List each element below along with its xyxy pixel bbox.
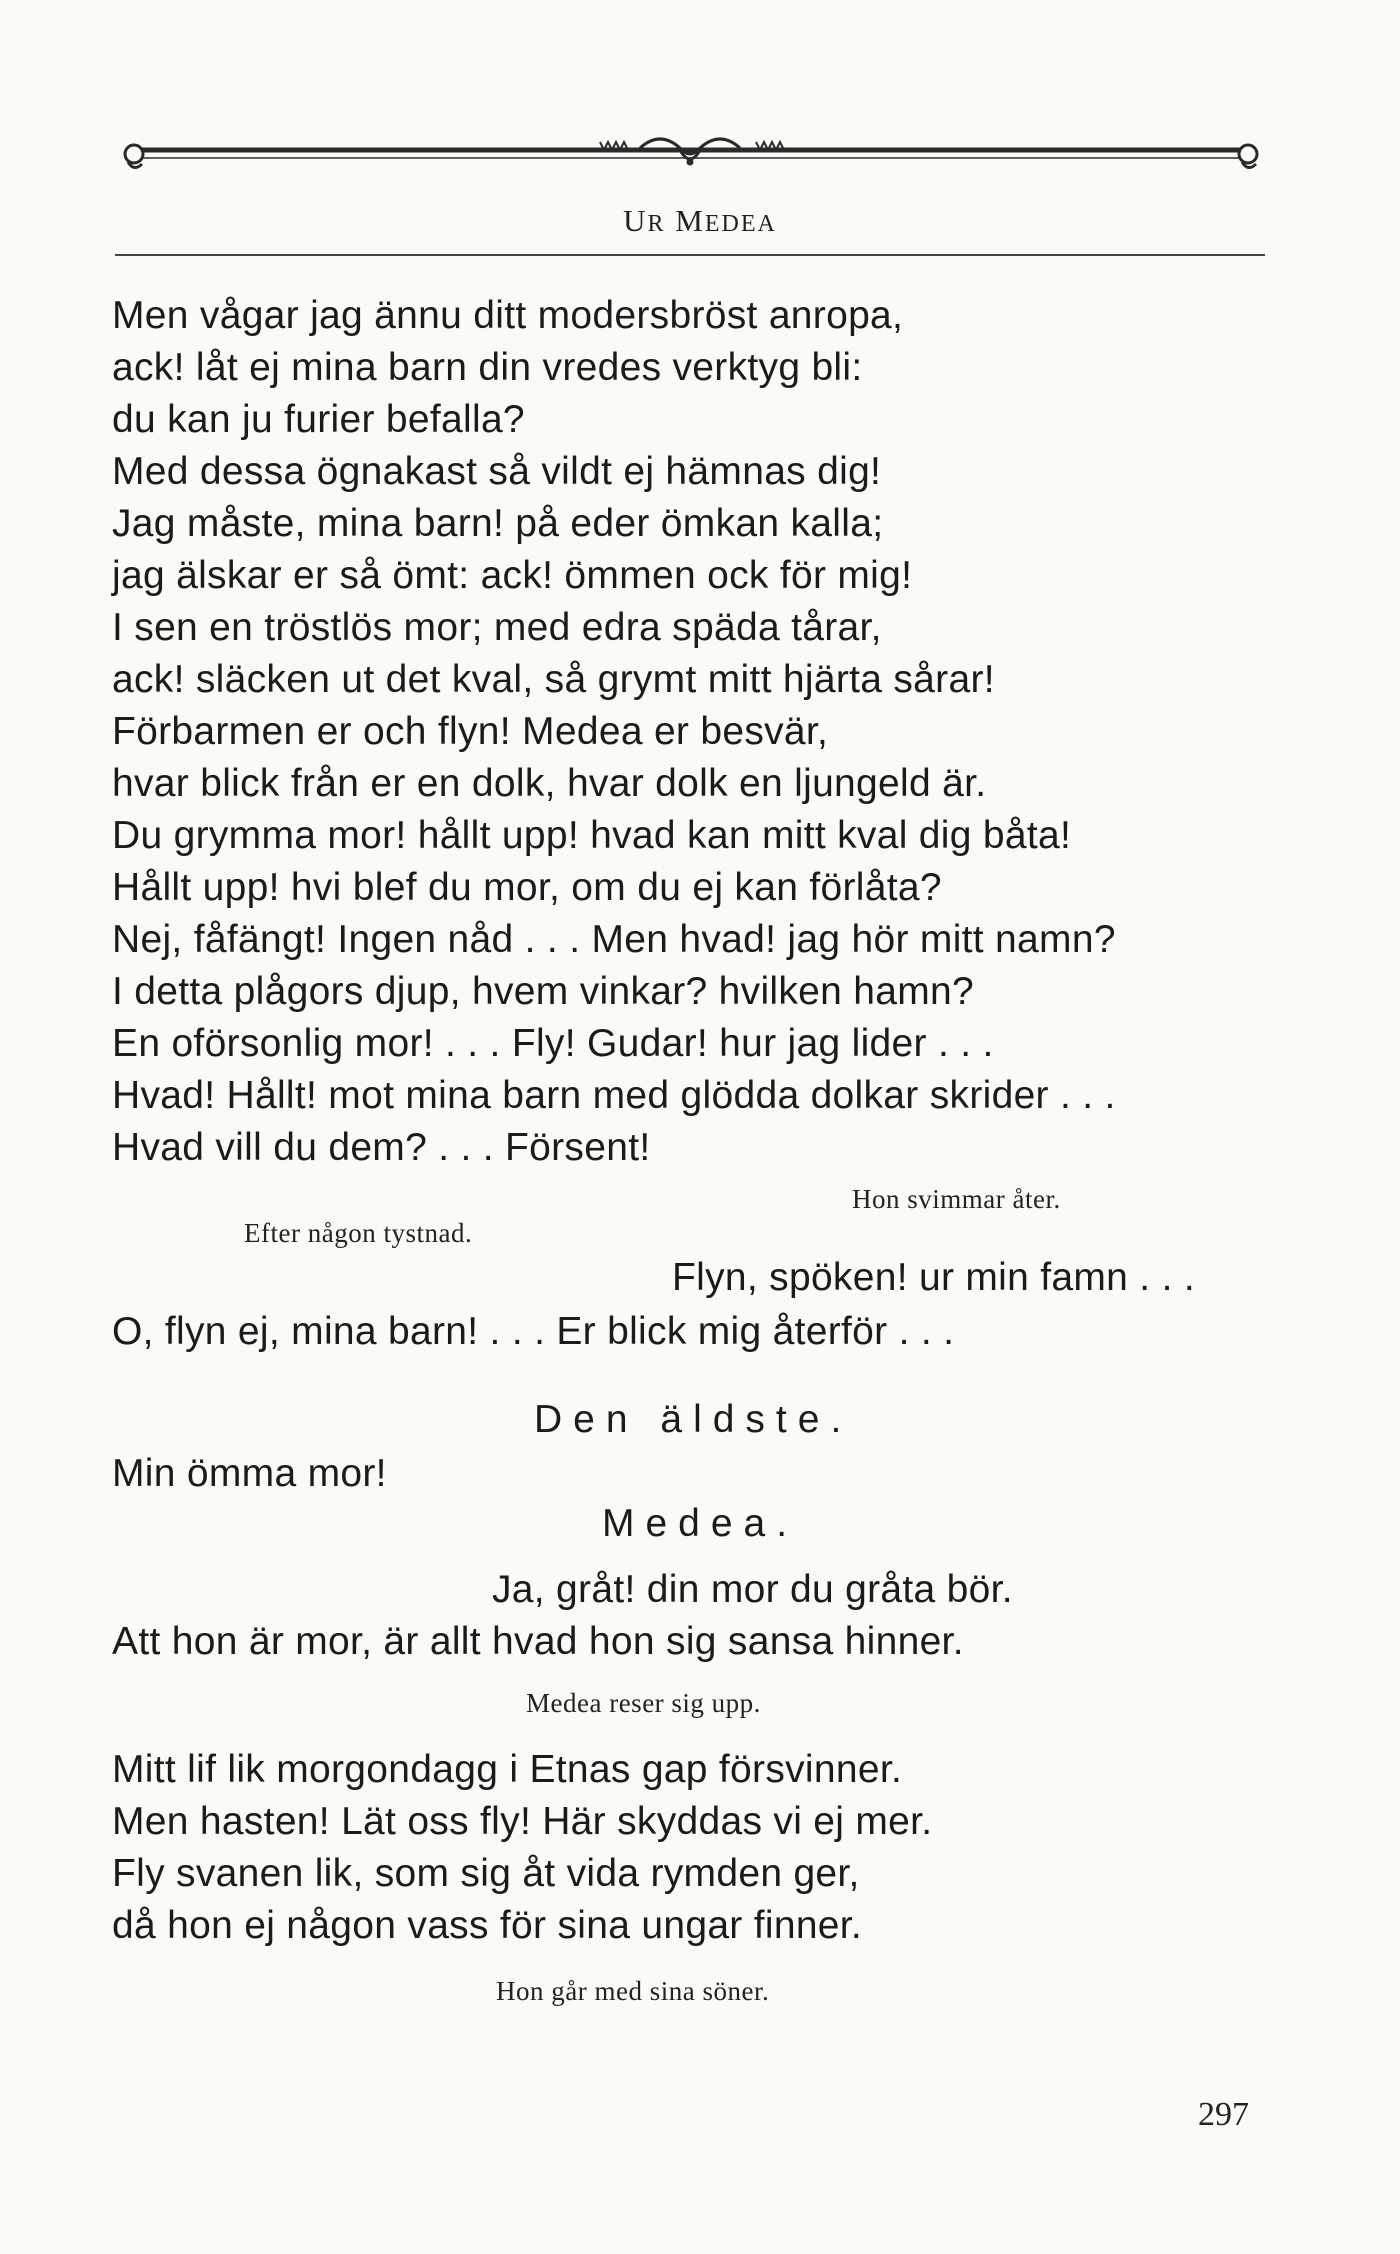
verse-line: En oförsonlig mor! . . . Fly! Gudar! hur jag lider . . .: [112, 1022, 994, 1065]
verse-line: Du grymma mor! hållt upp! hvad kan mitt kval dig båta!: [112, 814, 1072, 857]
stage-direction: Medea reser sig upp.: [526, 1688, 761, 1718]
verse-line: Att hon är mor, är allt hvad hon sig sansa hinner.: [112, 1620, 964, 1663]
verse-line: hvar blick från er en dolk, hvar dolk en ljungeld är.: [112, 762, 987, 805]
verse-line: O, flyn ej, mina barn! . . . Er blick mig återför . . .: [112, 1310, 955, 1353]
stage-direction: Hon svimmar åter.: [852, 1184, 1061, 1214]
verse-line: Men hasten! Lät oss fly! Här skyddas vi ej mer.: [112, 1800, 933, 1843]
verse-line: då hon ej någon vass för sina ungar finner.: [112, 1904, 863, 1947]
verse-line: Fly svanen lik, som sig åt vida rymden ger,: [112, 1852, 860, 1895]
verse-line: jag älskar er så ömt: ack! ömmen ock för mig!: [112, 554, 913, 597]
page-number: 297: [1198, 2096, 1249, 2133]
running-head: UR MEDEA: [623, 203, 777, 238]
verse-line: Mitt lif lik morgondagg i Etnas gap försvinner.: [112, 1748, 903, 1791]
header-rule: [115, 254, 1265, 256]
stage-direction: Efter någon tystnad.: [244, 1218, 473, 1248]
verse-line: I detta plågors djup, hvem vinkar? hvilken hamn?: [112, 970, 975, 1013]
verse-line: Flyn, spöken! ur min famn . . .: [672, 1256, 1195, 1299]
speaker-name: Medea.: [602, 1502, 799, 1545]
verse-line: Jag måste, mina barn! på eder ömkan kalla;: [112, 502, 884, 545]
verse-line: Men vågar jag ännu ditt modersbröst anropa,: [112, 294, 904, 337]
header-ornament: [120, 128, 1262, 190]
speaker-name: Den äldste.: [534, 1398, 853, 1441]
verse-line: Hållt upp! hvi blef du mor, om du ej kan förlåta?: [112, 866, 942, 909]
verse-line: Ja, gråt! din mor du gråta bör.: [492, 1568, 1013, 1611]
verse-line: Nej, fåfängt! Ingen nåd . . . Men hvad! jag hör mitt namn?: [112, 918, 1116, 961]
verse-line: Med dessa ögnakast så vildt ej hämnas dig!: [112, 450, 882, 493]
verse-line: Min ömma mor!: [112, 1452, 387, 1495]
verse-line: Hvad! Hållt! mot mina barn med glödda dolkar skrider . . .: [112, 1074, 1116, 1117]
verse-line: ack! låt ej mina barn din vredes verktyg bli:: [112, 346, 863, 389]
verse-line: ack! släcken ut det kval, så grymt mitt hjärta sårar!: [112, 658, 995, 701]
stage-direction: Hon går med sina söner.: [496, 1976, 770, 2006]
verse-line: du kan ju furier befalla?: [112, 398, 525, 441]
verse-line: I sen en tröstlös mor; med edra späda tårar,: [112, 606, 882, 649]
verse-line: Förbarmen er och flyn! Medea er besvär,: [112, 710, 829, 753]
verse-line: Hvad vill du dem? . . . Försent!: [112, 1126, 651, 1169]
